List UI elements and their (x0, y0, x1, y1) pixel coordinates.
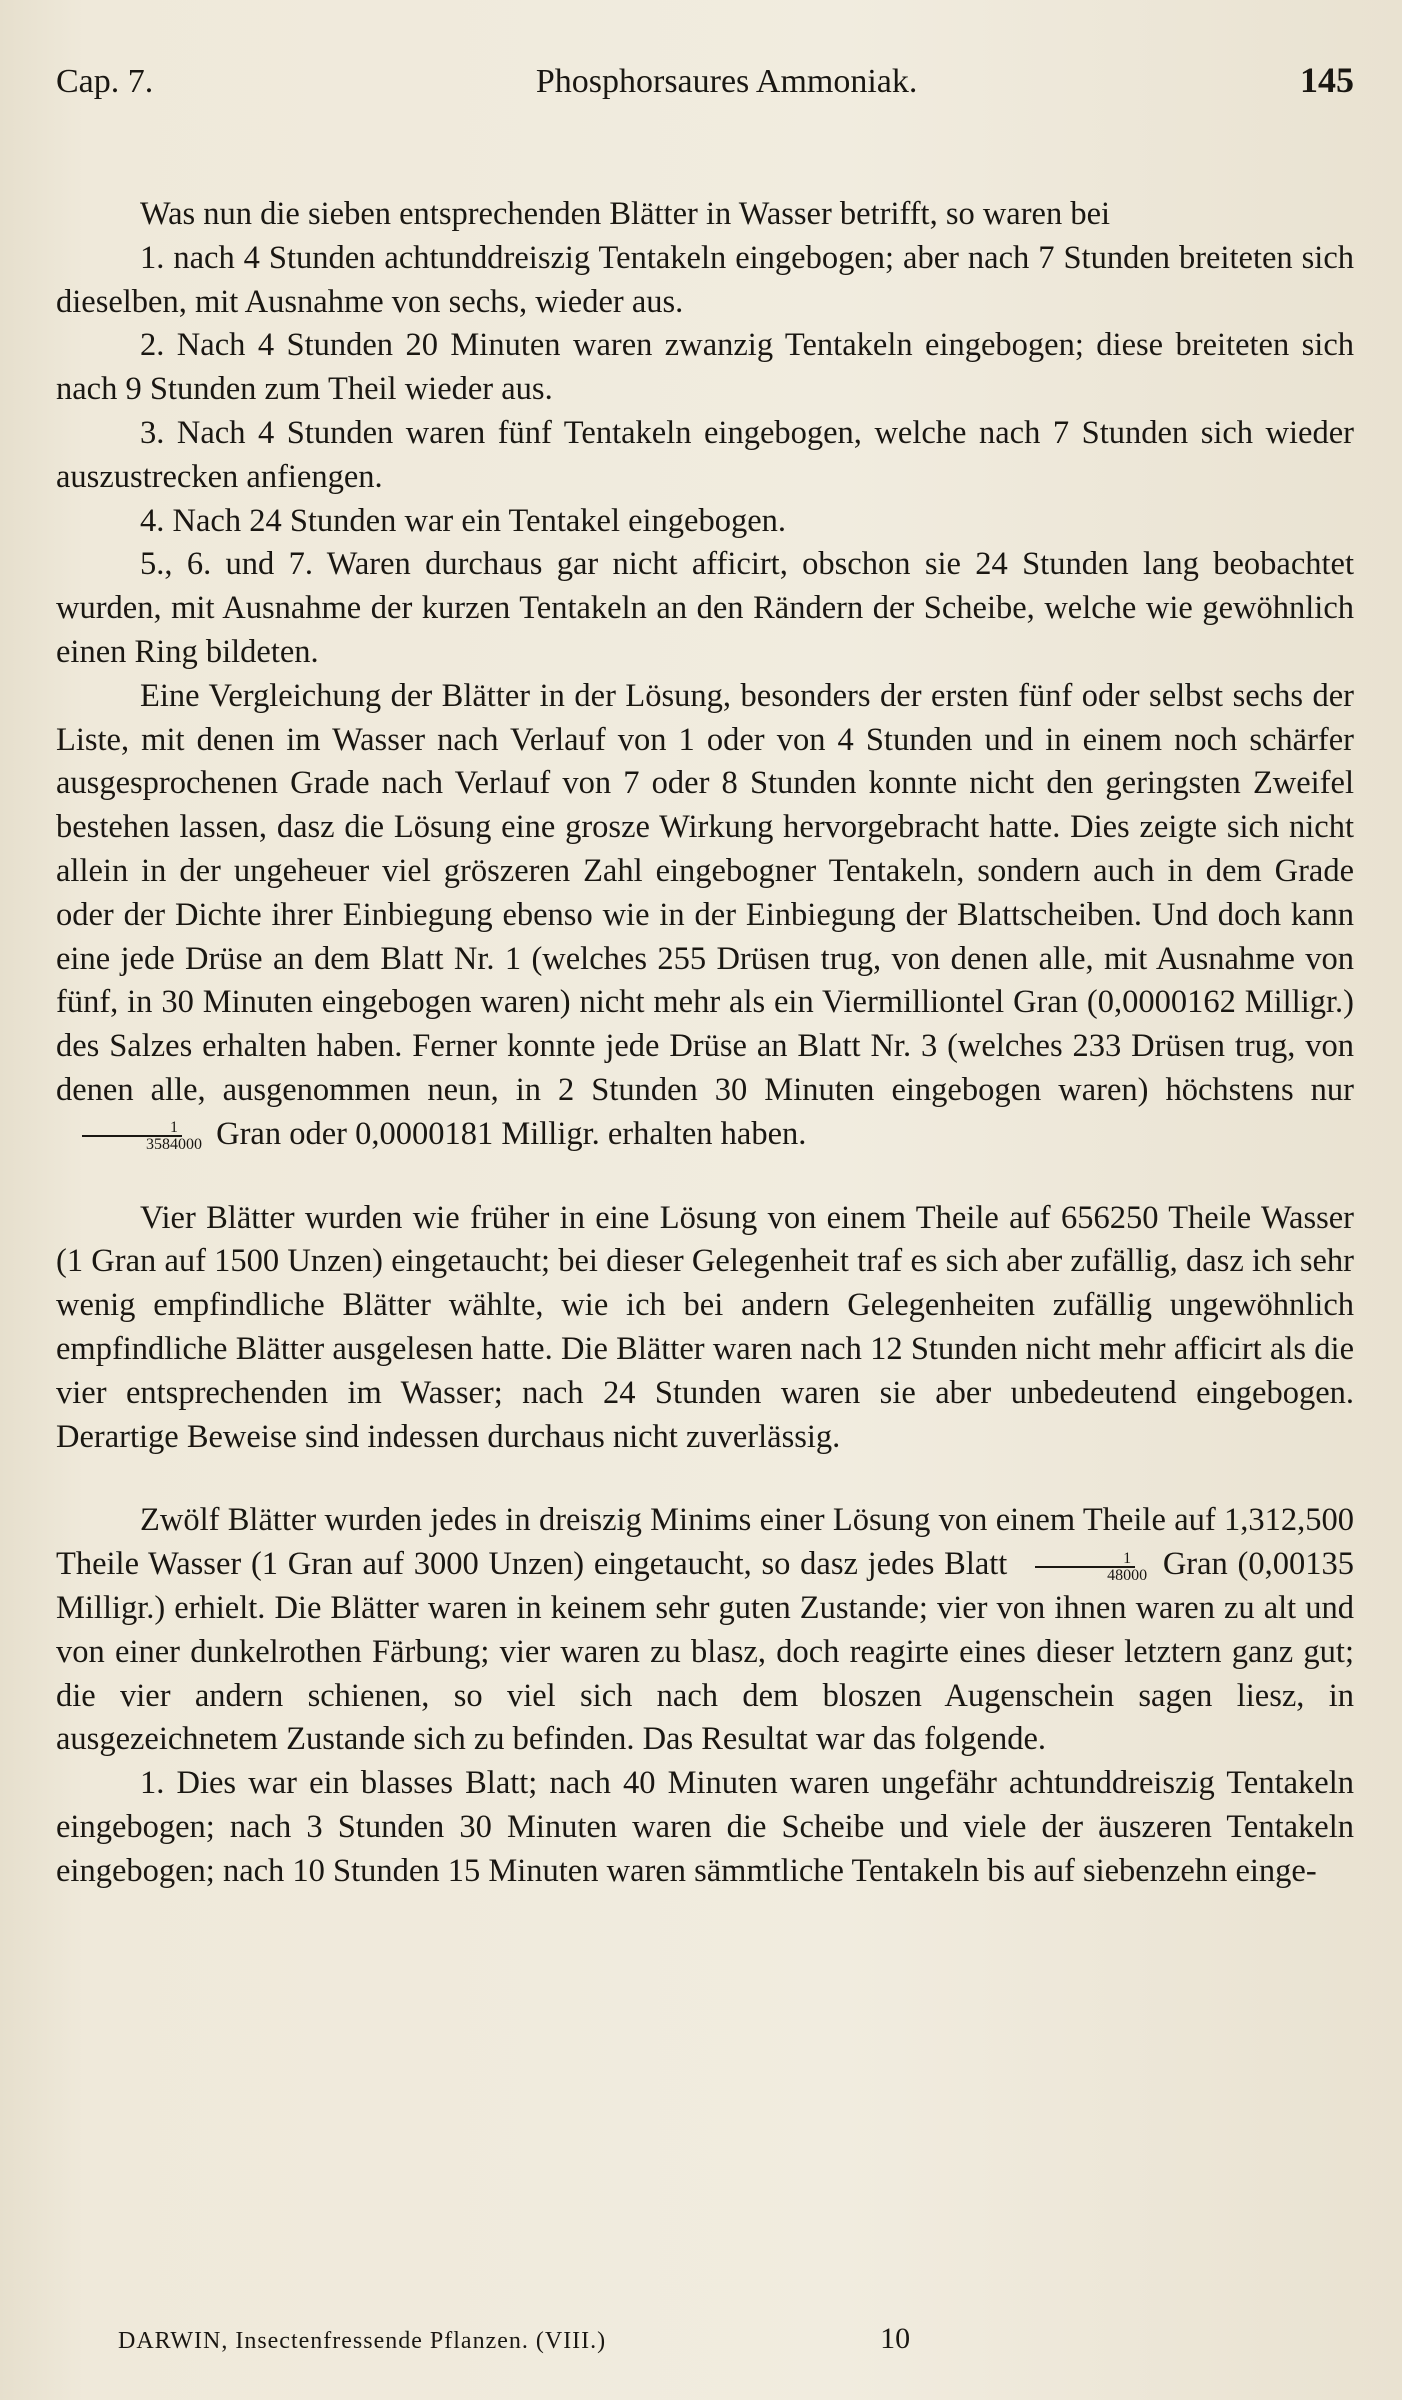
text-run: Vier Blätter wurden wie früher in eine Lösung von einem Theile auf 656250 Theile Wasser (1 Gran auf 1500 Unzen) eingetaucht; bei dieser Gelegenheit traf es sich aber zufällig, dasz ich sehr wenig empfindliche Blätter wählte, wie ich bei andern Gelegenheiten zufällig ungewöhnlich empfindliche Blätter ausgelesen hatte. Die Blätter waren nach 12 Stunden nicht mehr afficirt als die vier entsprechenden im Wasser; nach 24 Stunden waren sie aber unbedeutend eingebogen. Derartige Beweise sind indessen durchaus nicht zuverlässig. (56, 1199, 1354, 1455)
paragraph (56, 1197, 1354, 1460)
fraction (1023, 1551, 1147, 1583)
fraction-denominator: 48000 (1107, 1566, 1148, 1584)
page-number: 145 (1299, 60, 1354, 100)
chapter-label: Cap. 7. (56, 63, 154, 100)
body-text (56, 193, 1354, 1893)
footer (118, 2322, 1306, 2356)
text-run: Gran oder 0,0000181 Milligr. erhalten haben. (208, 1115, 807, 1152)
fraction (62, 1120, 202, 1152)
paragraph (56, 500, 1354, 544)
running-header (56, 50, 1354, 110)
text-run: 3. Nach 4 Stunden waren fünf Tentakeln eingebogen, welche nach 7 Stunden sich wieder auszustrecken anfiengen. (56, 414, 1354, 495)
text-run: 4. Nach 24 Stunden war ein Tentakel eingebogen. (140, 502, 787, 539)
fraction-numerator: 1 (82, 1120, 182, 1137)
paragraph (56, 193, 1354, 237)
paragraph (56, 1762, 1354, 1893)
fraction-denominator: 3584000 (146, 1136, 202, 1154)
text-run: Gran (0,00135 Milligr.) erhielt. Die Blätter waren in keinem sehr guten Zustande; vier von ihnen waren zu alt und von einer dunkelrothen Färbung; vier waren zu blasz, doch reagirte eines dieser letztern ganz gut; die vier andern schienen, so viel sich nach dem bloszen Augenschein sagen liesz, in ausgezeichnetem Zustande sich zu befinden. Das Resultat war das folgende. (56, 1546, 1354, 1758)
paragraph (56, 1499, 1354, 1762)
text-run: 1. nach 4 Stunden achtunddreiszig Tentakeln eingebogen; aber nach 7 Stunden breiteten sich dieselben, mit Ausnahme von sechs, wieder aus. (56, 239, 1354, 320)
text-run: Eine Vergleichung der Blätter in der Lösung, besonders der ersten fünf oder selbst sechs der Liste, mit denen im Wasser nach Verlauf von 1 oder von 4 Stunden und in einem noch schärfer ausgesprochenen Grade nach Verlauf von 7 oder 8 Stunden konnte nicht den geringsten Zweifel bestehen lassen, dasz die Lösung eine grosze Wirkung hervorgebracht hatte. Dies zeigte sich nicht allein in der ungeheuer viel gröszeren Zahl eingebogner Tentakeln, sondern auch in dem Grade oder der Dichte ihrer Einbiegung ebenso wie in der Einbiegung der Blattscheiben. Und doch kann eine jede Drüse an dem Blatt Nr. 1 (welches 255 Drüsen trug, von denen alle, mit Ausnahme von fünf, in 30 Minuten eingebogen waren) nicht mehr als ein Viermilliontel Gran (0,0000162 Milligr.) des Salzes erhalten haben. Ferner konnte jede Drüse an Blatt Nr. 3 (welches 233 Drüsen trug, von denen alle, ausgenommen neun, in 2 Stunden 30 Minuten eingebogen waren) höchstens nur (56, 677, 1354, 1108)
text-run: Zwölf Blätter wurden jedes in dreiszig Minims einer Lösung von einem Theile auf 1,312,500 Theile Wasser (1 Gran auf 3000 Unzen) eingetaucht, so dasz jedes Blatt (56, 1502, 1354, 1583)
signature-mark: 10 (880, 2322, 911, 2355)
text-run: 5., 6. und 7. Waren durchaus gar nicht afficirt, obschon sie 24 Stunden lang beobachtet wurden, mit Ausnahme der kurzen Tentakeln an den Rändern der Scheibe, welche wie gewöhnlich einen Ring bildeten. (56, 546, 1354, 670)
running-title: Phosphorsaures Ammoniak. (535, 63, 918, 100)
text-run: 2. Nach 4 Stunden 20 Minuten waren zwanzig Tentakeln eingebogen; diese breiteten sich nach 9 Stunden zum Theil wieder aus. (56, 327, 1354, 408)
paragraph (56, 543, 1354, 674)
paragraph (56, 412, 1354, 500)
printer-notice: DARWIN, Insectenfressende Pflanzen. (VIII.) (118, 2328, 607, 2354)
paragraph (56, 237, 1354, 325)
text-run: 1. Dies war ein blasses Blatt; nach 40 Minuten waren ungefähr achtunddreiszig Tentakeln eingebogen; nach 3 Stunden 30 Minuten waren die Scheibe und viele der äuszeren Tentakeln eingebogen; nach 10 Stunden 15 Minuten waren sämmtliche Tentakeln bis auf siebenzehn einge- (56, 1765, 1354, 1889)
fraction-numerator: 1 (1035, 1551, 1135, 1568)
text-run: Was nun die sieben entsprechenden Blätter in Wasser betrifft, so waren bei (140, 196, 1111, 232)
paragraph (56, 675, 1354, 1157)
paragraph (56, 324, 1354, 412)
